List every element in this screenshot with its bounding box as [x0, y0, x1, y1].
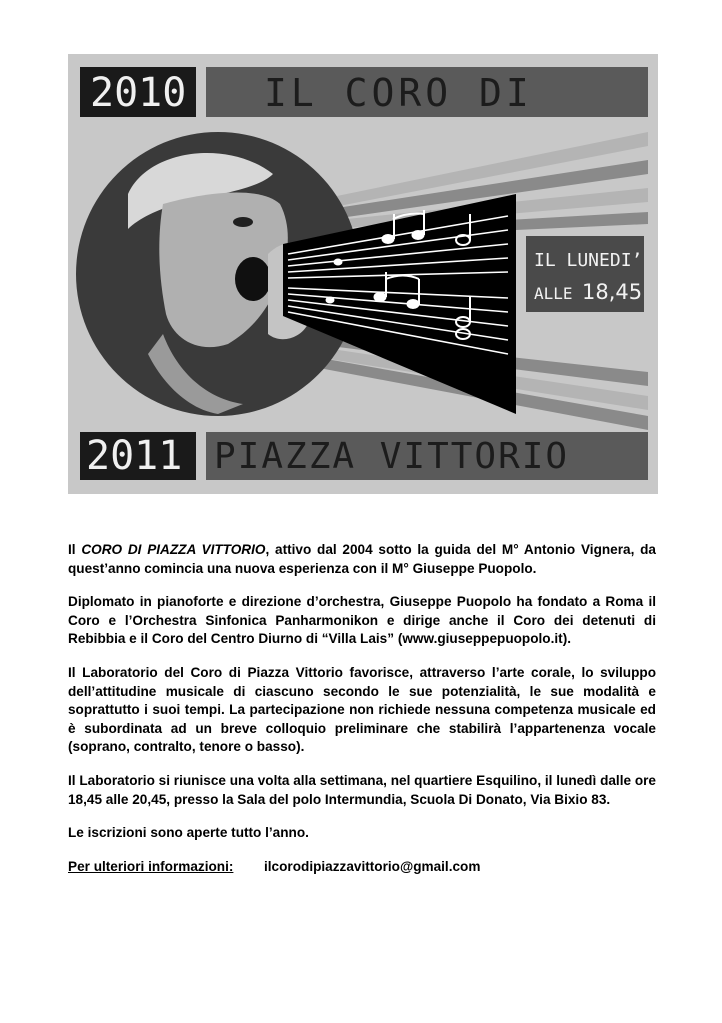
year-top-text: 2010 — [90, 70, 187, 116]
paragraph-schedule: Il Laboratorio si riunisce una volta alla settimana, nel quartiere Esquilino, il lunedì dalle ore 18,45 alle 20,45, presso la Sala del polo Intermundia, Scuola Di Donato, Via Bixio 83. — [68, 772, 656, 807]
document-body — [68, 541, 656, 876]
schedule-time-prefix: ALLE — [534, 284, 573, 303]
paragraph-enrollment: Le iscrizioni sono aperte tutto l’anno. — [68, 825, 309, 841]
poster-graphic — [68, 54, 658, 494]
schedule-time: 18,45 — [582, 280, 643, 304]
contact-email[interactable]: ilcorodipiazzavittorio@gmail.com — [264, 858, 481, 874]
poster-image — [68, 54, 658, 494]
paragraph-intro — [68, 541, 656, 578]
choir-name: CORO DI PIAZZA VITTORIO — [81, 542, 266, 557]
intro-text: , attivo dal 2004 sotto la guida del M° Antonio Vignera, da quest’anno comincia una nuova esperienza con il M° Giuseppe Puopolo. — [68, 542, 656, 576]
paragraph-director: Diplomato in pianoforte e direzione d’orchestra, Giuseppe Puopolo ha fondato a Roma il Coro e l’Orchestra Sinfonica Panharmonikon e dirige anche il Coro dei detenuti di Rebibbia e il Coro del Centro Diurno di “Villa Lais” (www.giuseppepuopolo.it). — [68, 594, 656, 647]
contact-row — [68, 858, 656, 877]
title-top-text: IL CORO DI — [264, 71, 533, 115]
eye — [233, 217, 253, 227]
intro-prefix: Il — [68, 542, 82, 557]
paragraph-laboratory: Il Laboratorio del Coro di Piazza Vittorio favorisce, attraverso l’arte corale, lo sviluppo dell’attitudine musicale di ciascuno secondo le sue potenzialità, le sue modalità e soprattutto i suoi tempi. La partecipazione non richiede nessuna competenza musicale ed è subordinata ad un breve colloquio preliminare che stabilirà l’appartenenza vocale (soprano, contralto, tenore o basso). — [68, 664, 656, 755]
year-bottom-text: 2011 — [86, 433, 183, 479]
title-bottom-text: PIAZZA VITTORIO — [214, 436, 570, 477]
schedule-day: IL LUNEDI’ — [534, 250, 643, 271]
mouth — [235, 257, 271, 301]
contact-label: Per ulteriori informazioni: — [68, 858, 234, 874]
